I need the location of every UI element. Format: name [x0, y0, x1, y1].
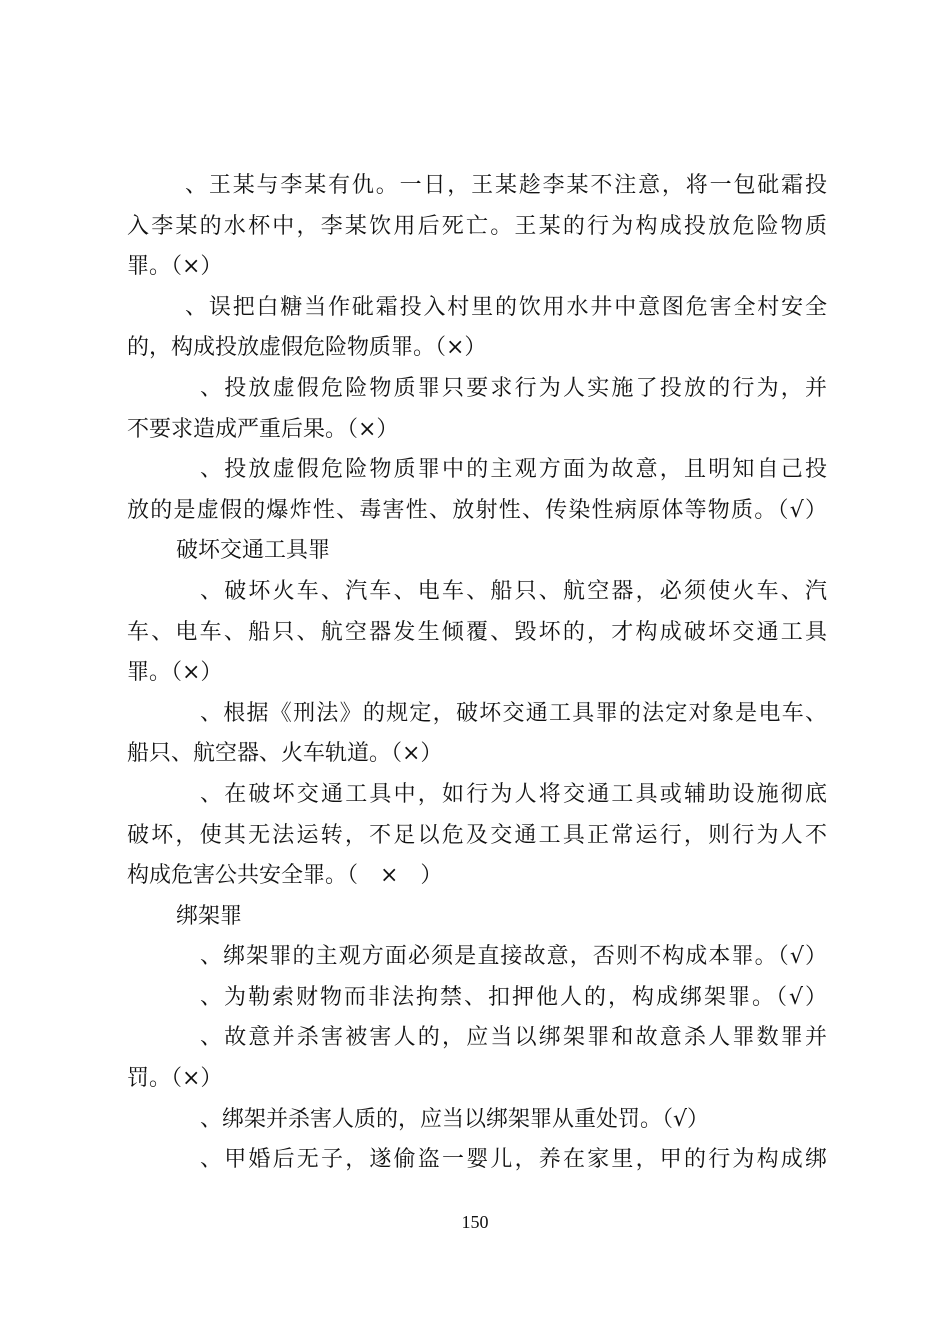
- text-line: 、为勒索财物而非法拘禁、扣押他人的，构成绑架罪。（√）: [200, 984, 827, 1010]
- text-line: 、误把白糖当作砒霜投入村里的饮用水井中意图危害全村安全: [185, 294, 827, 320]
- text-line: 、王某与李某有仇。一日，王某趁李某不注意，将一包砒霜投: [185, 173, 827, 198]
- page-number: 150: [461, 1212, 489, 1232]
- text-line: 放的是虚假的爆炸性、毒害性、放射性、传染性病原体等物质。（√）: [127, 497, 827, 523]
- text-line: 、故意并杀害被害人的，应当以绑架罪和故意杀人罪数罪并: [200, 1025, 827, 1051]
- text-line: 构成危害公共安全罪。（ × ）: [127, 863, 443, 889]
- document-body: [127, 166, 827, 1181]
- text-line: 车、电车、船只、航空器发生倾覆、毁坏的，才构成破坏交通工具: [127, 619, 827, 645]
- section-heading: 绑架罪: [176, 903, 243, 929]
- text-line: 、在破坏交通工具中，如行为人将交通工具或辅助设施彻底: [200, 781, 827, 807]
- text-line: 罚。（×）: [127, 1066, 223, 1092]
- text-line: 罪。（×）: [127, 254, 223, 280]
- text-line: 罪。（×）: [127, 660, 223, 686]
- text-line: 、投放虚假危险物质罪中的主观方面为故意，且明知自己投: [200, 457, 827, 483]
- text-line: 船只、航空器、火车轨道。（×）: [127, 741, 443, 767]
- text-line: 、绑架并杀害人质的，应当以绑架罪从重处罚。（√）: [200, 1106, 710, 1132]
- text-line: 破坏，使其无法运转，不足以危及交通工具正常运行，则行为人不: [127, 822, 827, 848]
- text-line: 、根据《刑法》的规定，破坏交通工具罪的法定对象是电车、: [200, 700, 827, 726]
- text-line: 、甲婚后无子，遂偷盗一婴儿，养在家里，甲的行为构成绑: [200, 1147, 827, 1173]
- text-line: 、破坏火车、汽车、电车、船只、航空器，必须使火车、汽: [200, 578, 827, 604]
- text-line: 、投放虚假危险物质罪只要求行为人实施了投放的行为，并: [200, 375, 827, 401]
- section-heading: 破坏交通工具罪: [176, 538, 331, 564]
- text-line: 、绑架罪的主观方面必须是直接故意，否则不构成本罪。（√）: [200, 944, 827, 970]
- text-line: 不要求造成严重后果。（×）: [127, 416, 399, 442]
- text-line: 入李某的水杯中，李某饮用后死亡。王某的行为构成投放危险物质: [127, 213, 827, 239]
- text-line: 的，构成投放虚假危险物质罪。（×）: [127, 335, 487, 361]
